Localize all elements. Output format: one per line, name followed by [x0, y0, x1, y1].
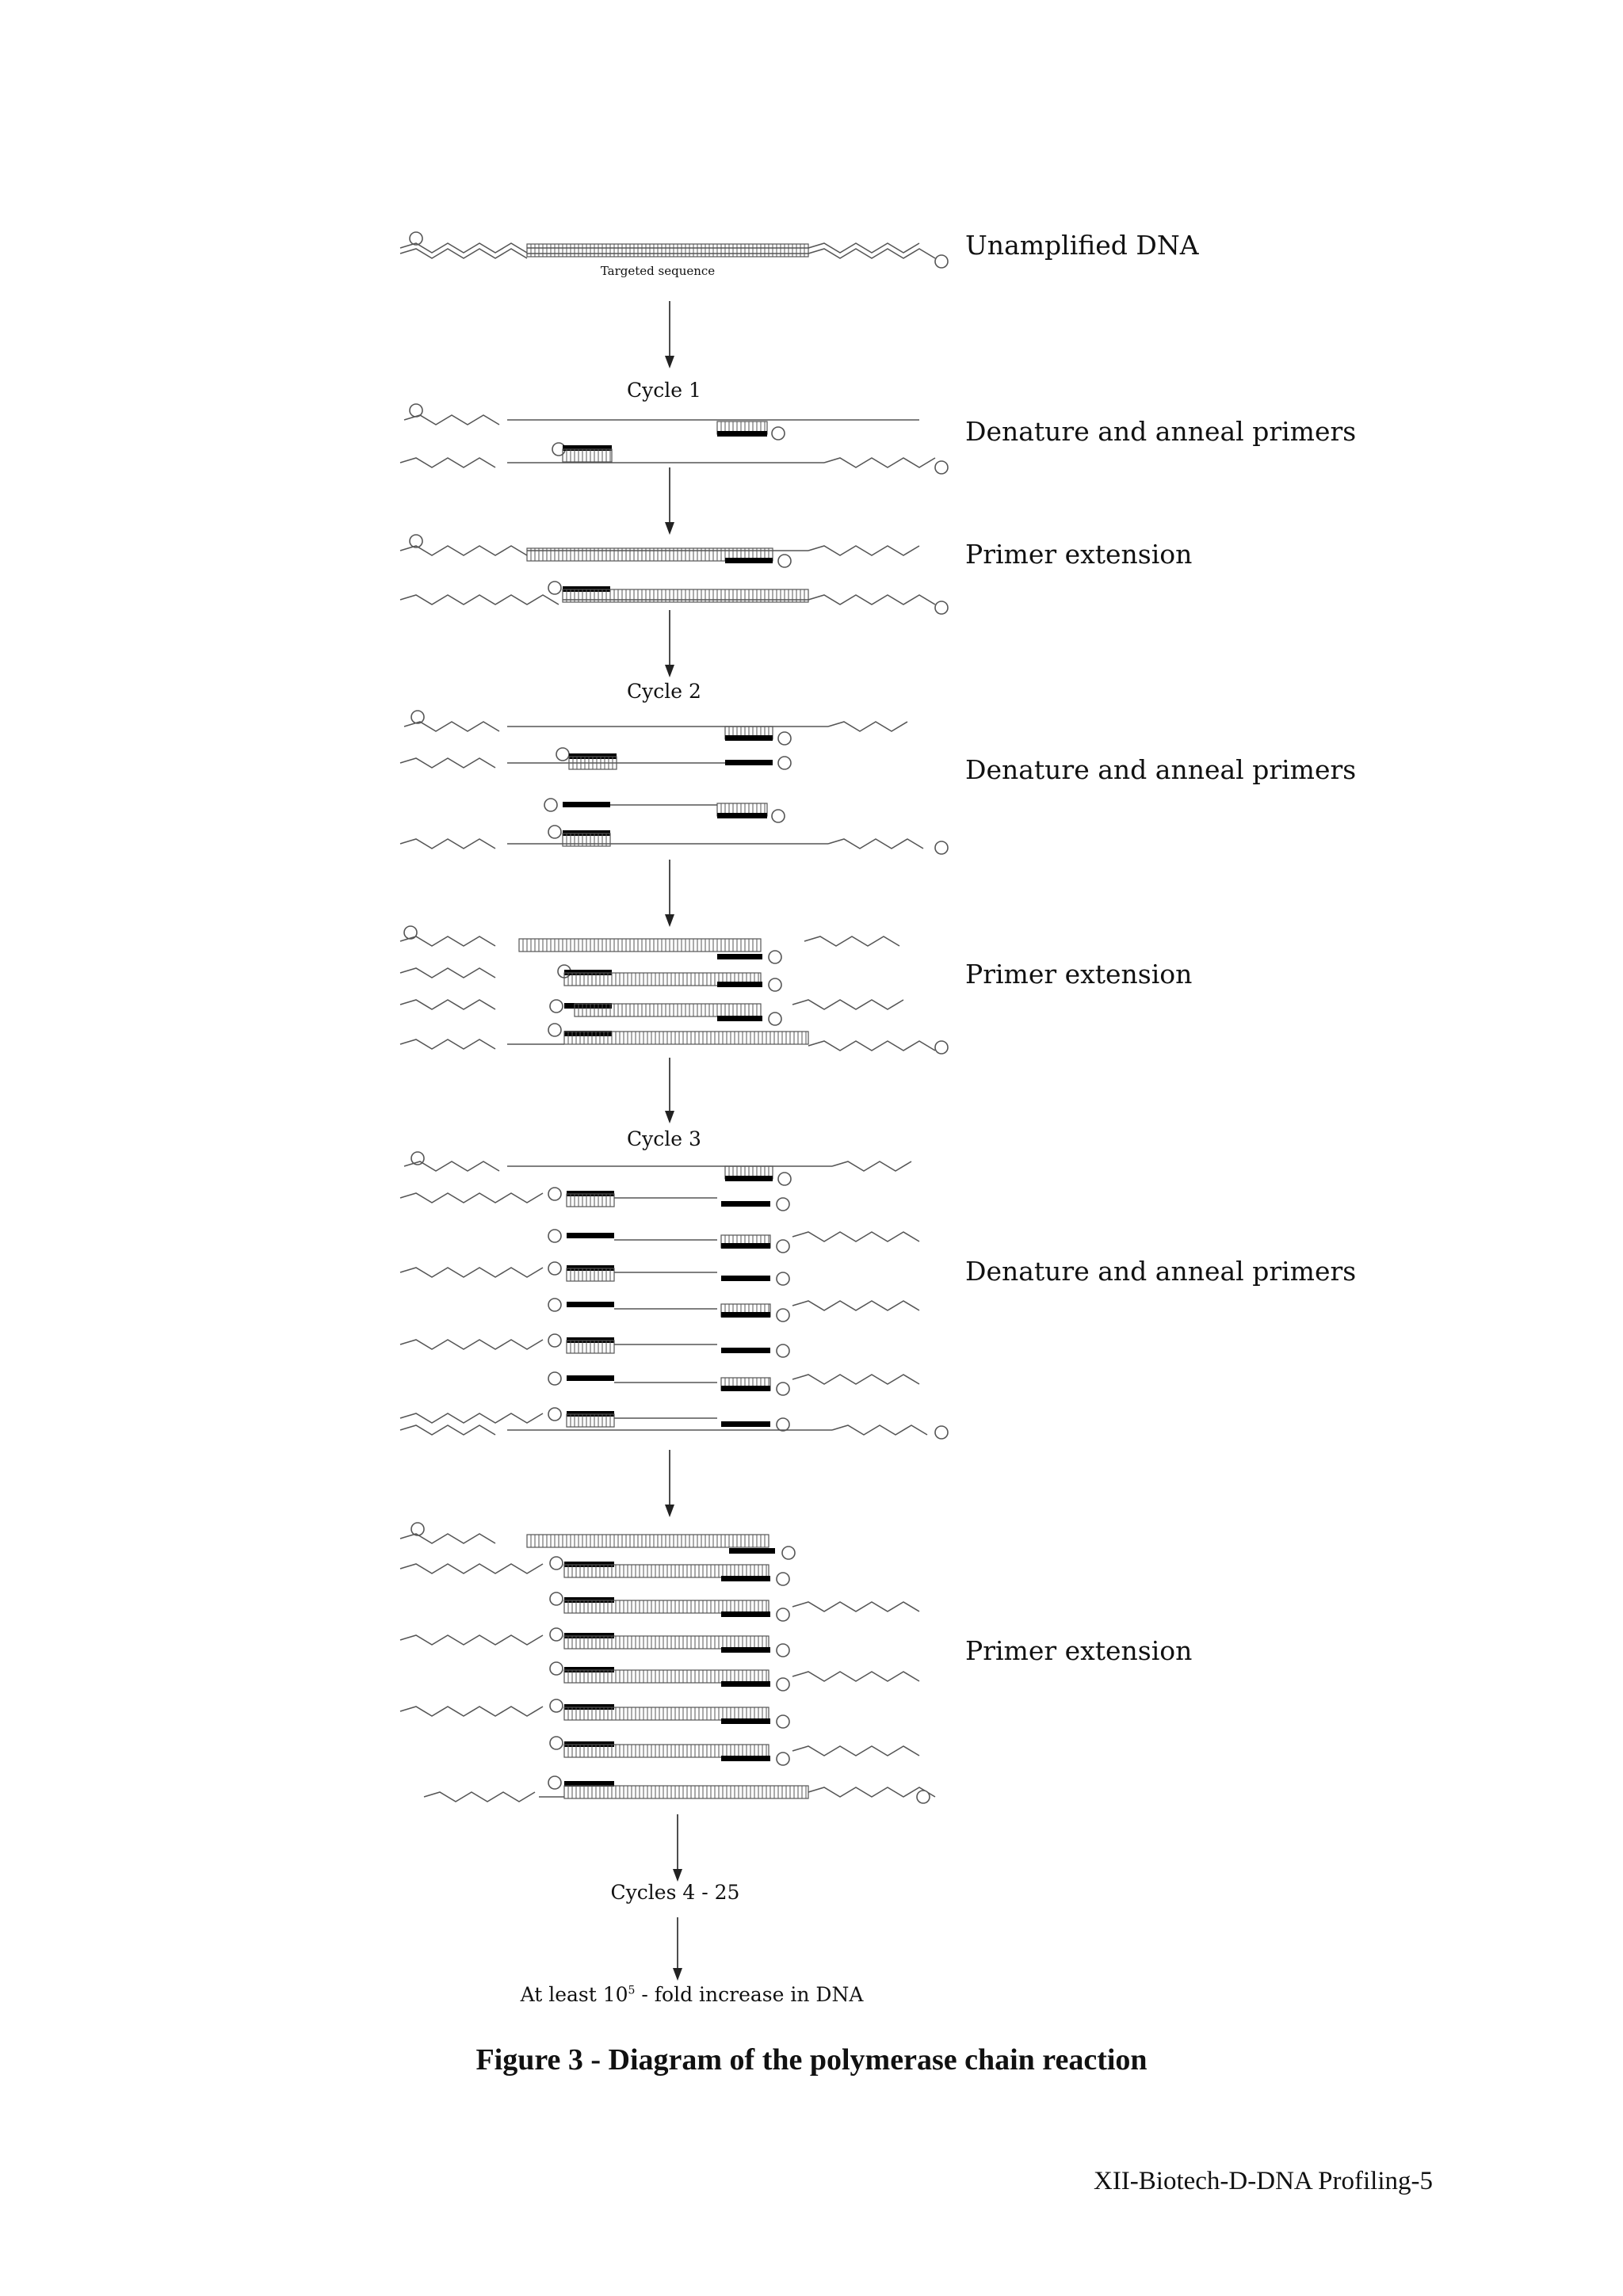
- strand-end-circle: [556, 748, 569, 761]
- primer-bar: [717, 813, 767, 818]
- template-overhang: [792, 1375, 919, 1384]
- strand-end-circle: [778, 1173, 791, 1185]
- template-overhang: [828, 722, 907, 731]
- result-exponent: 5: [628, 1984, 636, 1997]
- label-unamplified-dna: Unamplified DNA: [965, 230, 1199, 261]
- strand-end-circle: [550, 1000, 563, 1013]
- template-overhang: [400, 458, 495, 467]
- primer-bar: [721, 1756, 770, 1761]
- template-overhang: [400, 1193, 543, 1203]
- duplex-region: [563, 449, 612, 462]
- template-overhang: [808, 243, 919, 253]
- page-footer: XII-Biotech-D-DNA Profiling-5: [1093, 2167, 1433, 2195]
- primer-bar: [721, 1421, 770, 1427]
- label-extension-3: Primer extension: [965, 1635, 1193, 1666]
- strand-end-circle: [548, 1299, 561, 1311]
- base-pairs: [567, 449, 610, 462]
- template-overhang: [808, 546, 919, 555]
- result-prefix: At least 10: [520, 1983, 628, 2006]
- strand-end-circle: [935, 1426, 948, 1439]
- template-overhang: [792, 1746, 919, 1756]
- arrow-head: [665, 1505, 674, 1517]
- primer-bar: [725, 1176, 773, 1181]
- strand-end-circle: [550, 1699, 563, 1712]
- template-overhang: [400, 758, 495, 768]
- template-overhang: [808, 249, 935, 258]
- strand-end-circle: [777, 1309, 789, 1322]
- label-cycle-1: Cycle 1: [627, 379, 701, 402]
- strand-end-circle: [777, 1418, 789, 1431]
- figure-caption: Figure 3 - Diagram of the polymerase chain reaction: [475, 2043, 1148, 2077]
- strand-end-circle: [544, 799, 557, 811]
- template-overhang: [424, 1792, 535, 1802]
- arrow-head: [665, 914, 674, 927]
- strand-end-circle: [411, 1523, 424, 1535]
- template-overhang: [400, 1707, 543, 1716]
- strand-end-circle: [548, 1408, 561, 1421]
- primer-bar: [725, 558, 773, 563]
- label-denature-1: Denature and anneal primers: [965, 416, 1357, 447]
- template-overhang: [400, 1039, 495, 1049]
- primer-bar: [717, 954, 762, 959]
- strand-end-circle: [550, 1662, 563, 1675]
- template-overhang: [792, 1301, 919, 1310]
- primer-bar: [721, 1386, 770, 1391]
- label-cycles-4-25: Cycles 4 - 25: [610, 1881, 740, 1904]
- arrow-head: [665, 522, 674, 535]
- template-overhang: [400, 1564, 543, 1573]
- primer-bar: [721, 1718, 770, 1724]
- label-cycle-2: Cycle 2: [627, 680, 701, 703]
- strand-end-circle: [777, 1240, 789, 1253]
- base-pairs: [568, 1786, 806, 1798]
- template-overhang: [808, 595, 935, 605]
- strand-end-circle: [548, 1188, 561, 1200]
- template-overhang: [832, 1425, 927, 1435]
- strand-end-circle: [935, 841, 948, 854]
- label-targeted-sequence: Targeted sequence: [600, 264, 716, 278]
- strand-end-circle: [777, 1272, 789, 1285]
- label-denature-3: Denature and anneal primers: [965, 1256, 1357, 1287]
- primer-bar: [721, 1276, 770, 1281]
- primer-bar: [721, 1576, 770, 1581]
- template-overhang: [400, 595, 559, 605]
- template-overhang: [828, 839, 923, 849]
- template-overhang: [824, 458, 935, 467]
- strand-end-circle: [935, 1041, 948, 1054]
- label-denature-2: Denature and anneal primers: [965, 754, 1357, 785]
- strand-end-circle: [935, 601, 948, 614]
- arrow-head: [673, 1968, 682, 1981]
- strand-end-circle: [777, 1678, 789, 1691]
- base-pairs: [523, 939, 757, 952]
- base-pairs: [531, 1535, 765, 1547]
- template-overhang: [400, 1000, 495, 1009]
- strand-end-circle: [548, 1372, 561, 1385]
- primer-bar: [717, 1016, 762, 1021]
- template-overhang: [808, 1041, 935, 1051]
- label-cycle-3: Cycle 3: [627, 1127, 701, 1150]
- strand-end-circle: [548, 1776, 561, 1789]
- primer-bar: [567, 1233, 614, 1238]
- strand-end-circle: [548, 1024, 561, 1036]
- template-overhang: [400, 1635, 543, 1645]
- template-overhang: [400, 1340, 543, 1349]
- primer-bar: [721, 1647, 770, 1653]
- primer-bar: [563, 802, 610, 807]
- strand-end-circle: [411, 711, 424, 723]
- primer-bar: [721, 1348, 770, 1353]
- strand-end-circle: [777, 1573, 789, 1585]
- primer-bar: [725, 735, 773, 741]
- strand-end-circle: [777, 1198, 789, 1211]
- strand-end-circle: [548, 1262, 561, 1275]
- strand-end-circle: [935, 255, 948, 268]
- strand-end-circle: [550, 1592, 563, 1605]
- primer-bar: [721, 1611, 770, 1617]
- template-overhang: [792, 1602, 919, 1611]
- strand-end-circle: [769, 1013, 781, 1025]
- strand-end-circle: [772, 427, 785, 440]
- primer-bar: [563, 445, 612, 451]
- duplex-region: [564, 1786, 808, 1798]
- template-overhang: [400, 1413, 543, 1423]
- arrow-head: [665, 1111, 674, 1123]
- strand-end-circle: [550, 1557, 563, 1569]
- strand-end-circle: [777, 1344, 789, 1357]
- arrow-head: [665, 665, 674, 677]
- primer-bar: [729, 1548, 775, 1554]
- strand-end-circle: [548, 1334, 561, 1347]
- strand-end-circle: [548, 582, 561, 594]
- label-fold-increase: [521, 1983, 864, 2006]
- template-overhang: [832, 1161, 911, 1171]
- primer-bar: [717, 982, 762, 987]
- strand-end-circle: [778, 555, 791, 567]
- template-overhang: [400, 1425, 495, 1435]
- template-overhang: [400, 249, 527, 258]
- base-pairs: [531, 244, 804, 257]
- strand-end-circle: [550, 1628, 563, 1641]
- strand-end-circle: [777, 1644, 789, 1657]
- primer-bar: [721, 1243, 770, 1249]
- base-pairs: [568, 1032, 806, 1044]
- result-suffix: - fold increase in DNA: [635, 1983, 864, 2006]
- strand-end-circle: [548, 1230, 561, 1242]
- strand-end-circle: [935, 461, 948, 474]
- template-overhang: [400, 968, 495, 978]
- primer-bar: [721, 1312, 770, 1318]
- template-overhang: [400, 839, 495, 849]
- strand-end-circle: [550, 1737, 563, 1749]
- strand-end-circle: [917, 1791, 930, 1803]
- strand-end-circle: [778, 757, 791, 769]
- duplex-region: [527, 244, 808, 257]
- duplex-region: [519, 939, 761, 952]
- strand-end-circle: [548, 826, 561, 838]
- arrow-head: [673, 1869, 682, 1882]
- template-overhang: [400, 546, 527, 555]
- strand-end-circle: [778, 732, 791, 745]
- template-overhang: [808, 1787, 935, 1797]
- template-overhang: [792, 1232, 919, 1241]
- strand-end-circle: [769, 951, 781, 963]
- primer-bar: [721, 1681, 770, 1687]
- label-extension-1: Primer extension: [965, 539, 1193, 570]
- arrow-head: [665, 356, 674, 368]
- primer-bar: [725, 760, 773, 765]
- duplex-region: [527, 1535, 769, 1547]
- template-overhang: [400, 1268, 543, 1277]
- primer-bar: [717, 431, 767, 437]
- strand-end-circle: [777, 1753, 789, 1765]
- strand-end-circle: [777, 1715, 789, 1728]
- primer-bar: [721, 1201, 770, 1207]
- primer-bar: [567, 1375, 614, 1381]
- primer-bar: [567, 1302, 614, 1307]
- strand-end-circle: [777, 1383, 789, 1395]
- strand-end-circle: [777, 1608, 789, 1621]
- strand-end-circle: [769, 978, 781, 991]
- template-overhang: [804, 936, 899, 946]
- template-overhang: [792, 1672, 919, 1681]
- strand-end-circle: [772, 810, 785, 822]
- template-overhang: [792, 1000, 903, 1009]
- strand-end-circle: [782, 1547, 795, 1559]
- label-extension-2: Primer extension: [965, 959, 1193, 990]
